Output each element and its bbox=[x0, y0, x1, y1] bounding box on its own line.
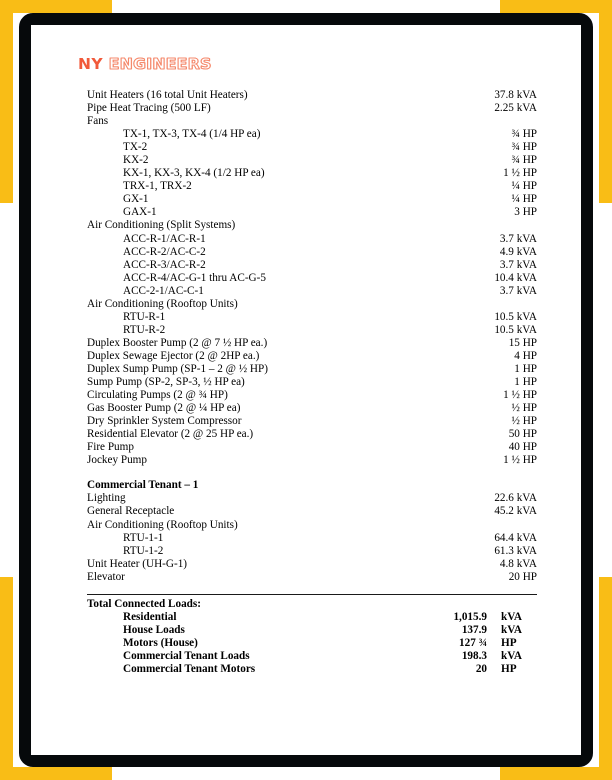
load-row-label: ACC-R-4/AC-G-1 thru AC-G-5 bbox=[123, 271, 266, 284]
totals-row-number: 20 bbox=[475, 662, 487, 675]
load-row-value: 1 ½ HP bbox=[503, 454, 537, 467]
load-row-label: RTU-R-1 bbox=[123, 310, 166, 323]
load-row bbox=[87, 246, 537, 259]
load-row bbox=[87, 219, 537, 232]
load-row-label: Residential Elevator (2 @ 25 HP ea.) bbox=[87, 428, 254, 441]
load-row-value: 4 HP bbox=[514, 349, 537, 362]
load-row-label: Elevator bbox=[87, 570, 125, 583]
load-row bbox=[87, 363, 537, 376]
totals-row-unit: kVA bbox=[501, 649, 522, 662]
accent-band-bottom-right-vertical bbox=[599, 577, 612, 780]
load-row-label: GAX-1 bbox=[123, 206, 157, 219]
load-row-value: 4.8 kVA bbox=[499, 557, 537, 570]
totals-row-label: Motors (House) bbox=[123, 636, 198, 649]
totals-row bbox=[87, 637, 537, 650]
load-row-label: Duplex Booster Pump (2 @ 7 ½ HP ea.) bbox=[87, 336, 268, 349]
load-row bbox=[87, 376, 537, 389]
load-row bbox=[87, 415, 537, 428]
load-row bbox=[87, 206, 537, 219]
load-row-value: 37.8 kVA bbox=[494, 89, 537, 101]
load-row bbox=[87, 259, 537, 272]
load-row bbox=[87, 454, 537, 467]
load-row-label: Sump Pump (SP-2, SP-3, ½ HP ea) bbox=[87, 376, 245, 389]
load-row-label: Unit Heaters (16 total Unit Heaters) bbox=[87, 89, 248, 101]
load-row-value: 61.3 kVA bbox=[494, 544, 537, 557]
load-row-value: 1 ½ HP bbox=[503, 167, 537, 180]
totals-row-unit: kVA bbox=[501, 610, 522, 623]
load-row-label: ACC-R-3/AC-R-2 bbox=[123, 258, 206, 271]
totals-row-number: 137.9 bbox=[461, 623, 487, 636]
load-row-value: ¾ HP bbox=[511, 154, 537, 167]
totals-row-number: 198.3 bbox=[461, 649, 487, 662]
load-row bbox=[87, 402, 537, 415]
load-row-label: Fire Pump bbox=[87, 441, 134, 454]
load-row-label: TX-2 bbox=[123, 141, 148, 154]
load-row bbox=[87, 167, 537, 180]
load-row-value: 3.7 kVA bbox=[499, 258, 537, 271]
totals-row bbox=[87, 624, 537, 637]
load-row bbox=[87, 428, 537, 441]
load-row bbox=[87, 180, 537, 193]
load-row bbox=[87, 193, 537, 206]
load-row-label: Duplex Sump Pump (SP-1 – 2 @ ½ HP) bbox=[87, 362, 268, 375]
load-row bbox=[87, 285, 537, 298]
load-row-value: ½ HP bbox=[511, 415, 537, 428]
load-row bbox=[87, 311, 537, 324]
load-row-label: Lighting bbox=[87, 492, 126, 505]
accent-band-top-left-horizontal bbox=[0, 0, 112, 13]
load-row-value: 20 HP bbox=[508, 570, 537, 583]
totals-row-label: House Loads bbox=[123, 623, 185, 636]
accent-band-bottom-left-horizontal bbox=[0, 767, 112, 780]
load-row-label: Air Conditioning (Split Systems) bbox=[87, 219, 236, 232]
load-row bbox=[87, 233, 537, 246]
connected-load-list bbox=[87, 89, 537, 676]
load-row-label: ACC-R-2/AC-C-2 bbox=[123, 245, 206, 258]
company-logo bbox=[78, 57, 212, 73]
load-row-label: Dry Sprinkler System Compressor bbox=[87, 415, 242, 428]
load-row-label: Jockey Pump bbox=[87, 454, 147, 467]
load-row bbox=[87, 272, 537, 285]
load-row-label: TRX-1, TRX-2 bbox=[123, 180, 192, 193]
load-row-label: RTU-1-1 bbox=[123, 531, 164, 544]
totals-heading bbox=[87, 598, 537, 611]
load-row-label: Pipe Heat Tracing (500 LF) bbox=[87, 102, 211, 115]
load-row-label: TX-1, TX-3, TX-4 (1/4 HP ea) bbox=[123, 128, 261, 141]
load-row-label: ACC-R-1/AC-R-1 bbox=[123, 232, 206, 245]
load-row-label: Air Conditioning (Rooftop Units) bbox=[87, 518, 238, 531]
load-row bbox=[87, 519, 537, 532]
load-row-value: ¼ HP bbox=[511, 180, 537, 193]
totals-row-label: Commercial Tenant Loads bbox=[123, 649, 250, 662]
load-row-value: ¾ HP bbox=[511, 128, 537, 141]
load-row bbox=[87, 89, 537, 102]
document-sheet bbox=[31, 25, 581, 755]
load-row-value: 64.4 kVA bbox=[494, 531, 537, 544]
load-row bbox=[87, 154, 537, 167]
load-row bbox=[87, 389, 537, 402]
accent-band-bottom-left-vertical bbox=[0, 577, 13, 780]
load-row bbox=[87, 115, 537, 128]
section-spacer bbox=[87, 467, 537, 479]
load-row-value: 3.7 kVA bbox=[499, 284, 537, 297]
load-row bbox=[87, 350, 537, 363]
load-row-value: 3 HP bbox=[514, 206, 537, 219]
section-heading-label: Commercial Tenant – 1 bbox=[87, 479, 199, 492]
load-row bbox=[87, 324, 537, 337]
load-row bbox=[87, 337, 537, 350]
load-row-label: RTU-R-2 bbox=[123, 323, 166, 336]
load-row-value: 10.4 kVA bbox=[494, 271, 537, 284]
load-row-label: KX-2 bbox=[123, 154, 149, 167]
logo-text-ny: NY bbox=[78, 55, 103, 73]
totals-row bbox=[87, 650, 537, 663]
load-row-value: 2.25 kVA bbox=[494, 102, 537, 115]
load-row bbox=[87, 505, 537, 518]
accent-band-top-right-horizontal bbox=[500, 0, 612, 13]
load-row-label: Air Conditioning (Rooftop Units) bbox=[87, 297, 238, 310]
load-row-value: ½ HP bbox=[511, 402, 537, 415]
accent-band-bottom-right-horizontal bbox=[500, 767, 612, 780]
totals-row-unit: HP bbox=[501, 662, 517, 675]
accent-band-top-left-vertical bbox=[0, 0, 13, 203]
totals-row-unit: HP bbox=[501, 636, 517, 649]
section-heading bbox=[87, 479, 537, 492]
totals-divider bbox=[87, 594, 537, 595]
load-row bbox=[87, 532, 537, 545]
load-row-value: 22.6 kVA bbox=[494, 492, 537, 505]
load-row-value: ¾ HP bbox=[511, 141, 537, 154]
totals-row-label: Residential bbox=[123, 610, 177, 623]
totals-heading-label: Total Connected Loads: bbox=[87, 597, 201, 610]
load-row-label: Gas Booster Pump (2 @ ¼ HP ea) bbox=[87, 402, 241, 415]
load-row-value: 4.9 kVA bbox=[499, 245, 537, 258]
load-row-value: 1 HP bbox=[514, 362, 537, 375]
load-row bbox=[87, 571, 537, 584]
load-row-label: GX-1 bbox=[123, 193, 149, 206]
load-row-value: 10.5 kVA bbox=[494, 310, 537, 323]
load-row-value: 1 ½ HP bbox=[503, 389, 537, 402]
logo-text-engineers: ENGINEERS bbox=[108, 55, 212, 73]
load-row-label: Duplex Sewage Ejector (2 @ 2HP ea.) bbox=[87, 349, 260, 362]
load-row-label: Circulating Pumps (2 @ ¾ HP) bbox=[87, 389, 228, 402]
load-row-label: Fans bbox=[87, 115, 109, 128]
load-row-label: KX-1, KX-3, KX-4 (1/2 HP ea) bbox=[123, 167, 265, 180]
load-row-value: 50 HP bbox=[508, 428, 537, 441]
load-row bbox=[87, 128, 537, 141]
load-row-value: 3.7 kVA bbox=[499, 232, 537, 245]
load-row-value: ¼ HP bbox=[511, 193, 537, 206]
load-row-label: RTU-1-2 bbox=[123, 544, 164, 557]
accent-band-top-right-vertical bbox=[599, 0, 612, 203]
load-row-value: 1 HP bbox=[514, 376, 537, 389]
load-row bbox=[87, 558, 537, 571]
load-row-value: 40 HP bbox=[508, 441, 537, 454]
load-row-label: Unit Heater (UH-G-1) bbox=[87, 557, 188, 570]
totals-row-unit: kVA bbox=[501, 623, 522, 636]
load-row bbox=[87, 102, 537, 115]
totals-row-number: 127 ¾ bbox=[459, 636, 487, 649]
load-row-value: 45.2 kVA bbox=[494, 505, 537, 518]
load-row-value: 15 HP bbox=[508, 336, 537, 349]
load-row bbox=[87, 298, 537, 311]
load-row bbox=[87, 492, 537, 505]
totals-row-number: 1,015.9 bbox=[453, 610, 487, 623]
load-row-label: General Receptacle bbox=[87, 505, 175, 518]
load-row bbox=[87, 441, 537, 454]
load-row-label: ACC-2-1/AC-C-1 bbox=[123, 284, 204, 297]
load-row bbox=[87, 545, 537, 558]
totals-spacer bbox=[87, 584, 537, 590]
totals-row-label: Commercial Tenant Motors bbox=[123, 662, 256, 675]
load-row bbox=[87, 141, 537, 154]
totals-row bbox=[87, 611, 537, 624]
totals-row bbox=[87, 663, 537, 676]
load-row-value: 10.5 kVA bbox=[494, 323, 537, 336]
